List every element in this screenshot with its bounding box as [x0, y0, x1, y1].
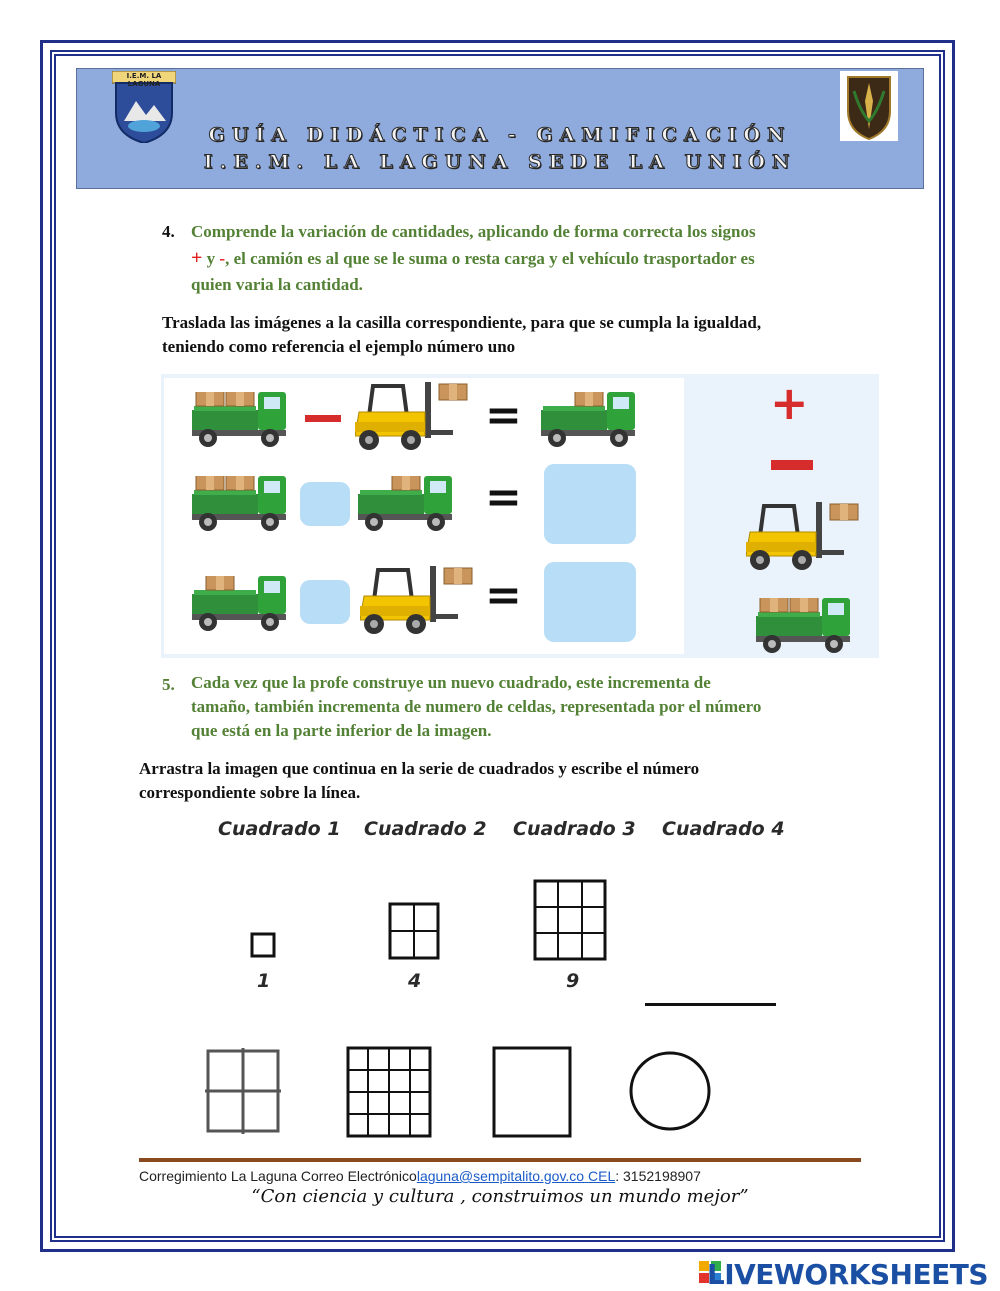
- draggable-plus-sign[interactable]: +: [770, 376, 809, 430]
- footer-email-link[interactable]: [417, 1168, 615, 1184]
- footer-email: laguna@sempitalito.gov.co: [416, 1168, 585, 1184]
- equals-sign: =: [485, 570, 522, 621]
- square-label-4: Cuadrado 4: [662, 818, 785, 840]
- section5-line2: tamaño, también incrementa de numero de celdas, representada por el número: [191, 697, 762, 716]
- section4-instruction-line2: teniendo como referencia el ejemplo número uno: [162, 337, 516, 356]
- item-number-5: 5.: [162, 675, 175, 694]
- forklift-with-box[interactable]: [355, 382, 475, 452]
- section4-instruction: [162, 311, 761, 359]
- truck-full-load-row2[interactable]: [192, 476, 288, 532]
- square-label-1: Cuadrado 1: [218, 818, 341, 840]
- square-2x2: [388, 902, 440, 960]
- footer-motto: “Con ciencia y cultura , construimos un mundo mejor”: [251, 1186, 749, 1207]
- section5-instruction: [139, 757, 699, 805]
- minus-sign-text: -: [219, 249, 226, 268]
- square-number-1: 1: [257, 970, 271, 992]
- header-title-line1: GUÍA DIDÁCTICA - GAMIFICACIÓN: [208, 124, 792, 146]
- draggable-truck[interactable]: [756, 598, 856, 656]
- result-drop-zone-row3[interactable]: [544, 562, 636, 642]
- equals-sign: =: [485, 390, 522, 441]
- header-title-line2: I.E.M. LA LAGUNA SEDE LA UNIÓN: [203, 151, 797, 173]
- square-label-3: Cuadrado 3: [513, 818, 636, 840]
- section4-line1: Comprende la variación de cantidades, aplicando de forma correcta los signos: [191, 222, 756, 241]
- footer-cel-label: CEL: [584, 1168, 616, 1184]
- square-number-2: 4: [408, 970, 422, 992]
- forklift-with-box-row3[interactable]: [360, 566, 480, 638]
- section4-instruction-line1: Traslada las imágenes a la casilla correspondiente, para que se cumpla la igualdad,: [162, 313, 762, 332]
- square-label-2: Cuadrado 2: [364, 818, 487, 840]
- footer-divider: [139, 1158, 861, 1162]
- square-number-3: 9: [566, 970, 580, 992]
- option-grid-4x4[interactable]: [346, 1046, 432, 1138]
- section4-line3: quien varia la cantidad.: [191, 275, 363, 294]
- logo-caption: I.E.M. LA LAGUNA: [126, 72, 162, 88]
- section5-line1: Cada vez que la profe construye un nuevo cuadrado, este incrementa de: [191, 673, 711, 692]
- plus-sign-text: +: [191, 247, 203, 269]
- option-circle[interactable]: [628, 1050, 712, 1132]
- square-3x3: [533, 879, 607, 961]
- answer-line[interactable]: [645, 1003, 776, 1006]
- y-text: y: [202, 249, 220, 268]
- option-grid-2x2[interactable]: [205, 1048, 281, 1134]
- section5-instruction-line2: correspondiente sobre la línea.: [139, 783, 361, 802]
- truck-half-load-row2[interactable]: [358, 476, 454, 532]
- sign-drop-zone-row2[interactable]: [300, 482, 350, 526]
- section4-line2: [191, 245, 891, 272]
- footer-text-prefix: Corregimiento La Laguna Correo Electrónico: [139, 1168, 417, 1184]
- liveworksheets-brand[interactable]: LIVEWORKSHEETS: [706, 1258, 988, 1291]
- section5-statement: [191, 671, 891, 743]
- square-1x1: [250, 932, 276, 958]
- truck-result[interactable]: [541, 392, 637, 448]
- truck-single-load-row3[interactable]: [192, 576, 288, 632]
- item-number-4: 4.: [162, 222, 175, 241]
- draggable-forklift[interactable]: [746, 502, 866, 574]
- option-empty-square[interactable]: [492, 1046, 572, 1138]
- draggable-minus-sign[interactable]: [771, 460, 813, 470]
- minus-sign-icon: [305, 415, 341, 422]
- section5-instruction-line1: Arrastra la imagen que continua en la serie de cuadrados y escribe el número: [139, 759, 700, 778]
- section4-line2-text: , el camión es al que se le suma o resta carga y el vehículo trasportador es: [225, 249, 755, 268]
- result-drop-zone-row2[interactable]: [544, 464, 636, 544]
- footer-contact: [139, 1168, 701, 1184]
- footer-phone: : 3152198907: [615, 1168, 701, 1184]
- section4-statement: [191, 219, 891, 298]
- truck-full-load[interactable]: [192, 392, 288, 448]
- section5-line3: que está en la parte inferior de la imagen.: [191, 721, 492, 740]
- sign-drop-zone-row3[interactable]: [300, 580, 350, 624]
- equals-sign: =: [485, 472, 522, 523]
